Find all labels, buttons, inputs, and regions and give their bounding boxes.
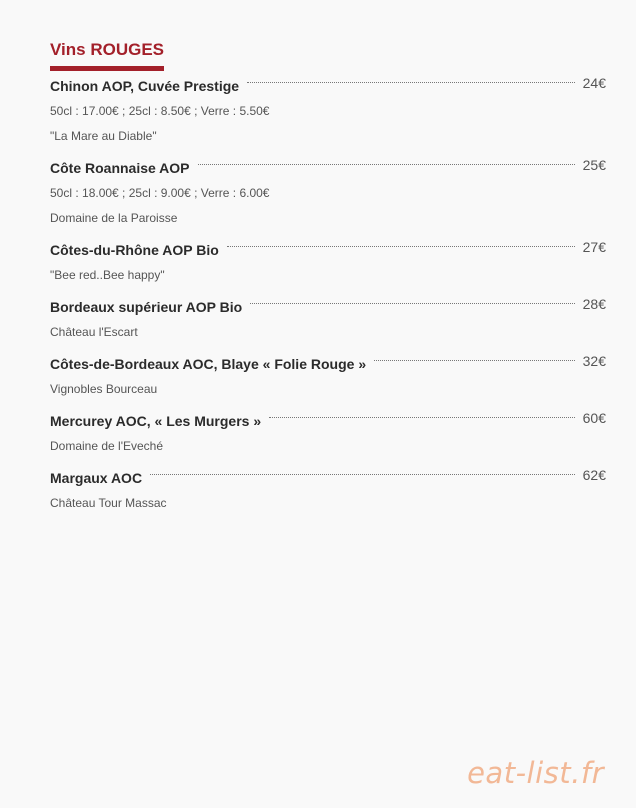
list-item [50,157,606,225]
item-detail: "Bee red..Bee happy" [50,268,165,282]
wine-list [50,75,606,510]
item-detail: 50cl : 17.00€ ; 25cl : 8.50€ ; Verre : 5.50€ [50,104,270,118]
item-detail: Vignobles Bourceau [50,382,158,396]
watermark-logo: eat-list.fr [467,756,604,790]
dotted-leader [198,157,575,165]
item-name: Côte Roannaise AOP [50,160,190,176]
list-item [50,467,606,510]
item-detail: Domaine de la Paroisse [50,211,178,225]
dotted-leader [374,353,575,361]
item-price: 32€ [582,353,606,369]
item-name: Chinon AOP, Cuvée Prestige [50,78,240,94]
list-item [50,353,606,396]
list-item [50,239,606,282]
item-name: Margaux AOC [50,470,143,486]
item-header [50,467,606,486]
item-header [50,239,606,258]
dotted-leader [269,410,575,418]
item-name: Côtes-du-Rhône AOP Bio [50,242,219,258]
item-detail: 50cl : 18.00€ ; 25cl : 9.00€ ; Verre : 6.00€ [50,186,270,200]
item-price: 62€ [582,467,606,483]
item-header [50,75,606,94]
item-price: 25€ [582,157,606,173]
item-price: 60€ [582,410,606,426]
wine-menu [50,40,606,524]
item-price: 27€ [582,239,606,255]
list-item [50,296,606,339]
item-price: 28€ [582,296,606,312]
item-name: Côtes-de-Bordeaux AOC, Blaye « Folie Rouge » [50,356,367,372]
dotted-leader [150,467,575,475]
item-detail: Domaine de l'Eveché [50,439,164,453]
item-header [50,353,606,372]
item-name: Mercurey AOC, « Les Murgers » [50,413,262,429]
list-item [50,75,606,143]
dotted-leader [247,75,575,83]
item-price: 24€ [582,75,606,91]
item-detail: Château Tour Massac [50,496,167,510]
item-detail: "La Mare au Diable" [50,129,157,143]
item-name: Bordeaux supérieur AOP Bio [50,299,243,315]
dotted-leader [227,239,575,247]
item-header [50,296,606,315]
section-title: Vins ROUGES [50,40,164,71]
dotted-leader [250,296,574,304]
item-detail: Château l'Escart [50,325,138,339]
item-header [50,157,606,176]
list-item [50,410,606,453]
item-header [50,410,606,429]
